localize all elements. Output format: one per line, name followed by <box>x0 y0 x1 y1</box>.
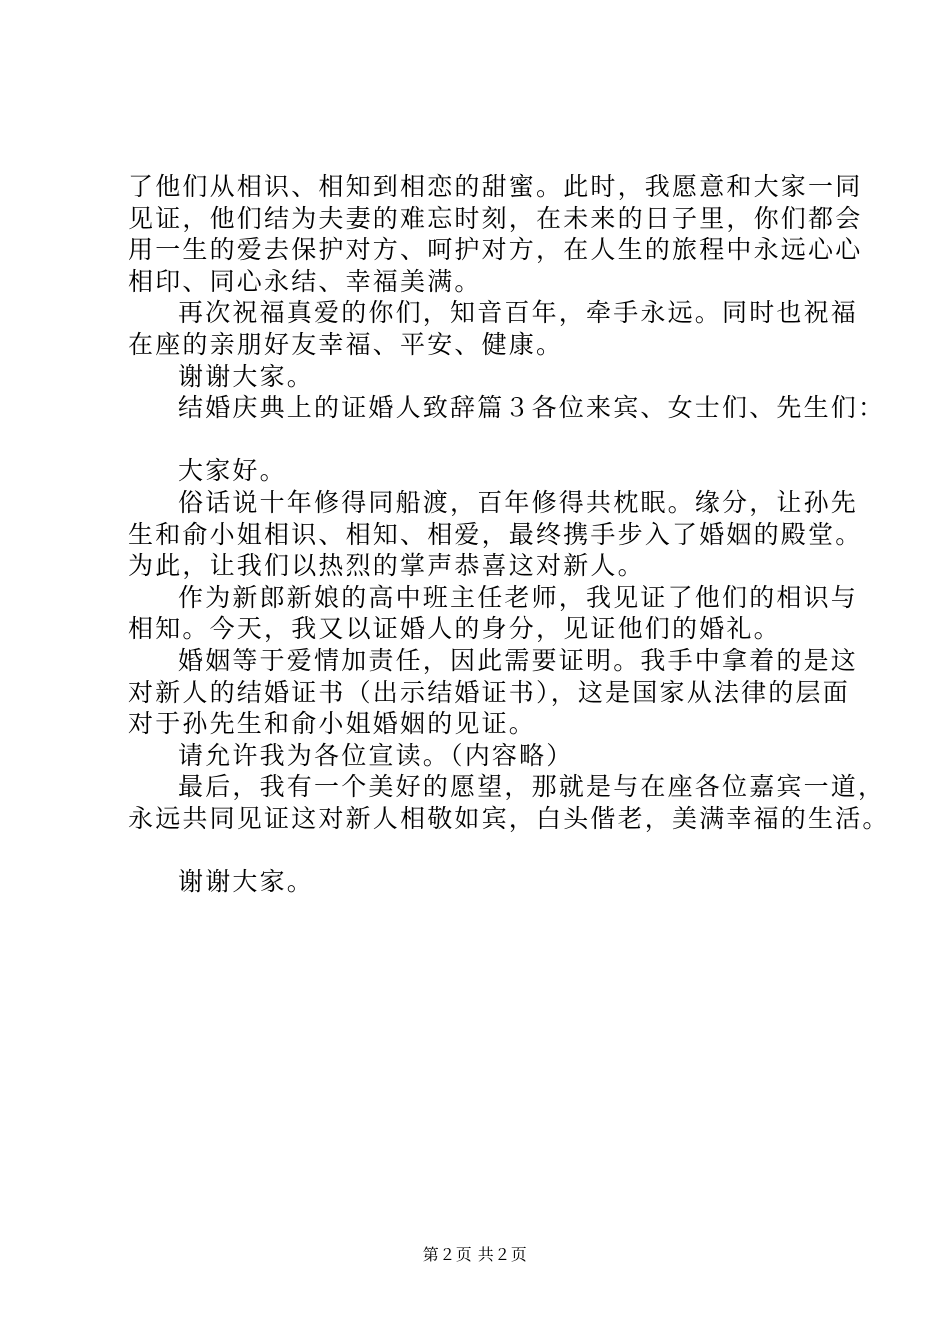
text-line: 见证，他们结为夫妻的难忘时刻，在未来的日子里，你们都会 <box>128 203 863 233</box>
text-line: 作为新郎新娘的高中班主任老师，我见证了他们的相识与 <box>178 582 859 612</box>
text-line: 最后，我有一个美好的愿望，那就是与在座各位嘉宾一道， <box>178 772 886 802</box>
text-line: 用一生的爱去保护对方、呵护对方，在人生的旅程中永远心心 <box>128 235 863 265</box>
text-line: 婚姻等于爱情加责任，因此需要证明。我手中拿着的是这 <box>178 645 859 675</box>
text-line: 生和俞小姐相识、相知、相爱，最终携手步入了婚姻的殿堂。 <box>128 519 863 549</box>
text-line: 相知。今天，我又以证婚人的身分，见证他们的婚礼。 <box>128 614 781 644</box>
text-line: 为此，让我们以热烈的掌声恭喜这对新人。 <box>128 551 645 581</box>
text-line: 谢谢大家。 <box>178 361 315 391</box>
text-line: 再次祝福真爱的你们，知音百年，牵手永远。同时也祝福 <box>178 298 859 328</box>
section-heading: 结婚庆典上的证婚人致辞篇３各位来宾、女士们、先生们： <box>178 393 886 423</box>
text-line: 永远共同见证这对新人相敬如宾，白头偕老，美满幸福的生活。 <box>128 803 890 833</box>
text-line: 在座的亲朋好友幸福、平安、健康。 <box>128 329 564 359</box>
text-line: 相印、同心永结、幸福美满。 <box>128 266 482 296</box>
page-number: 第２页 共２页 <box>422 1245 528 1264</box>
text-line: 对于孙先生和俞小姐婚姻的见证。 <box>128 709 537 739</box>
closing-line: 谢谢大家。 <box>178 867 315 897</box>
text-line: 请允许我为各位宣读。（内容略） <box>178 740 574 770</box>
document-body <box>128 171 890 898</box>
page-footer <box>0 1245 950 1265</box>
text-line: 俗话说十年修得同船渡，百年修得共枕眠。缘分，让孙先 <box>178 487 859 517</box>
text-line: 对新人的结婚证书（出示结婚证书），这是国家从法律的层面 <box>128 677 850 707</box>
text-line: 了他们从相识、相知到相恋的甜蜜。此时，我愿意和大家一同 <box>128 172 863 201</box>
greeting-line: 大家好。 <box>178 456 287 486</box>
